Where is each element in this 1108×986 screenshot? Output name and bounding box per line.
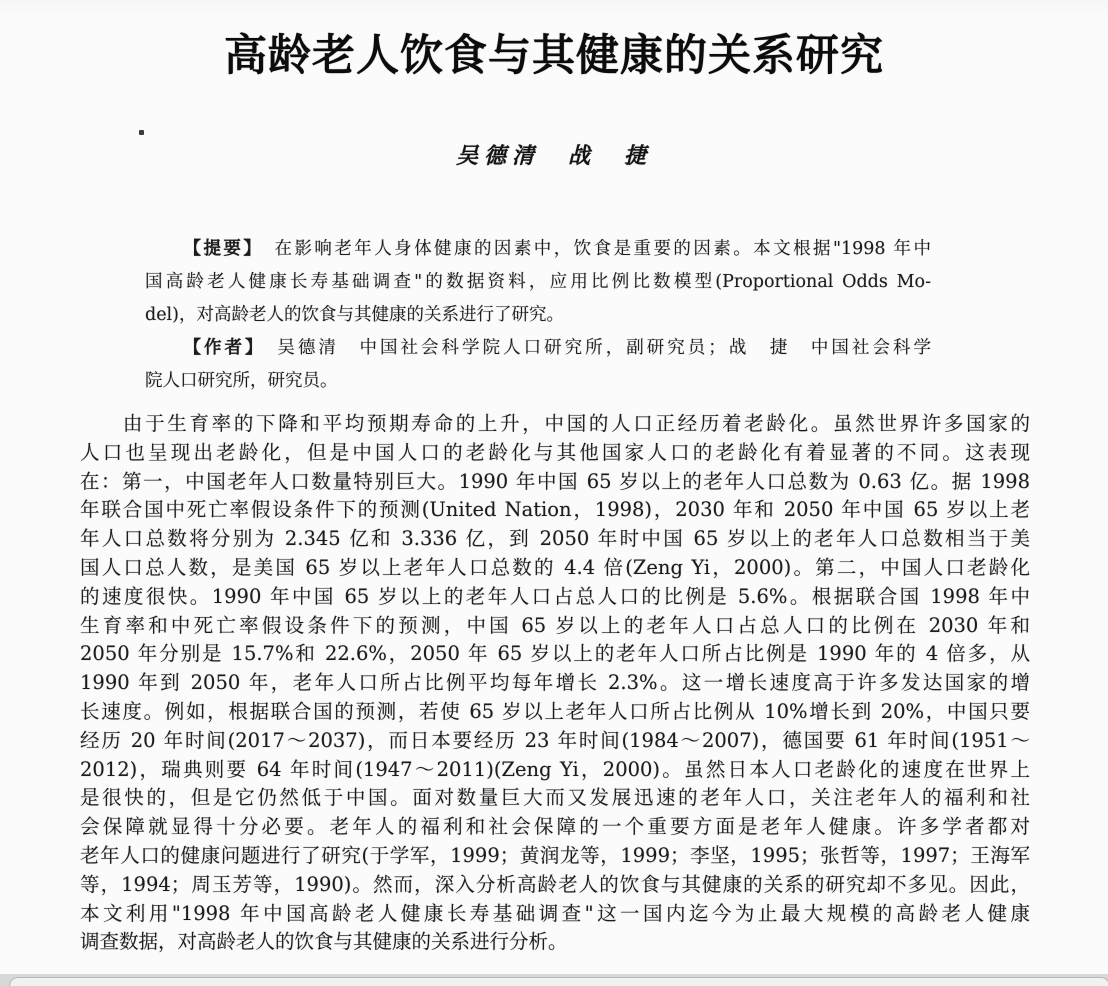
page-title: 高龄老人饮食与其健康的关系研究 — [224, 31, 884, 81]
text-line: 在：第一，中国老年人口数量特别巨大。1990 年中国 65 岁以上的老年人口总数为 0.63 亿。据 1998 — [80, 469, 1030, 493]
page-bottom-edge — [0, 974, 1108, 986]
text-line: 长速度。例如，根据联合国的预测，若使 65 岁以上老年人口所占比例从 10%增长到 20%，中国只要 — [80, 699, 1030, 723]
body-section — [80, 410, 1030, 957]
text-line: 年人口总数将分别为 2.345 亿和 3.336 亿，到 2050 年时中国 65 岁以上的老年人口总数相当于美 — [80, 527, 1030, 551]
text-line: 本文利用"1998 年中国高龄老人健康长寿基础调查"这一国内迄今为止最大规模的高龄老人健康 — [80, 901, 1030, 925]
text-line: 国高龄老人健康长寿基础调查"的数据资料，应用比例比数模型(Proportional Odds Mo- — [145, 272, 931, 292]
text-line: 院人口研究所，研究员。 — [145, 371, 338, 391]
text-line: 老年人口的健康问题进行了研究(于学军，1999；黄润龙等，1999；李坚，1995；张哲等，1997；王海军 — [80, 843, 1030, 867]
text-line: 会保障就显得十分必要。老年人的福利和社会保障的一个重要方面是老年人健康。许多学者都对 — [80, 815, 1030, 839]
section-label: 【作者】 — [183, 338, 257, 358]
text-line: 【提要】 在影响老年人身体健康的因素中，饮食是重要的因素。本文根据"1998 年中 — [183, 239, 932, 259]
text-line: 年联合国中死亡率假设条件下的预测(United Nation，1998)，2030 年和 2050 年中国 65 岁以上老 — [80, 498, 1030, 522]
paragraph — [145, 233, 931, 332]
text-line: 2050 年分别是 15.7%和 22.6%，2050 年 65 岁以上的老年人口所占比例是 1990 年的 4 倍多，从 — [80, 642, 1030, 666]
text-line: 调查数据，对高龄老人的饮食与其健康的关系进行分析。 — [80, 930, 568, 954]
scan-speck — [139, 130, 144, 135]
next-page-edge — [9, 977, 1108, 986]
text-line: 2012)，瑞典则要 64 年时间(1947～2011)(Zeng Yi，2000)。虽然日本人口老龄化的速度在世界上 — [80, 757, 1030, 781]
section-label: 【提要】 — [183, 239, 255, 259]
text-line: del)，对高龄老人的饮食与其健康的关系进行了研究。 — [145, 305, 564, 325]
paragraph — [80, 410, 1030, 957]
text-line: 是很快的，但是它仍然低于中国。面对数量巨大而又发展迅速的老年人口，关注老年人的福利和社 — [80, 786, 1030, 810]
text-line: 由于生育率的下降和平均预期寿命的上升，中国的人口正经历着老龄化。虽然世界许多国家的 — [122, 412, 1030, 435]
text-line: 生育率和中死亡率假设条件下的预测，中国 65 岁以上的老年人口占总人口的比例在 2030 年和 — [80, 613, 1030, 637]
text-line: 等，1994；周玉芳等，1990)。然而，深入分析高龄老人的饮食与其健康的关系的研究却不多见。因此， — [80, 872, 1030, 896]
text-line: 【作者】 吴德清 中国社会科学院人口研究所，副研究员；战 捷 中国社会科学 — [183, 338, 932, 358]
authors: 吴德清 战 捷 — [455, 143, 652, 169]
abstract-section — [145, 233, 931, 398]
text-line: 国人口总人数，是美国 65 岁以上老年人口总数的 4.4 倍(Zeng Yi，2000)。第二，中国人口老龄化 — [80, 555, 1030, 579]
text-line: 人口也呈现出老龄化，但是中国人口的老龄化与其他国家人口的老龄化有着显著的不同。这表现 — [80, 440, 1030, 464]
paragraph — [145, 332, 931, 398]
text-line: 经历 20 年时间(2017～2037)，而日本要经历 23 年时间(1984～2007)，德国要 61 年时间(1951～ — [80, 728, 1030, 752]
text-line: 1990 年到 2050 年，老年人口所占比例平均每年增长 2.3%。这一增长速度高于许多发达国家的增 — [80, 671, 1030, 695]
text-line: 的速度很快。1990 年中国 65 岁以上的老年人口占总人口的比例是 5.6%。根据联合国 1998 年中 — [80, 584, 1030, 608]
